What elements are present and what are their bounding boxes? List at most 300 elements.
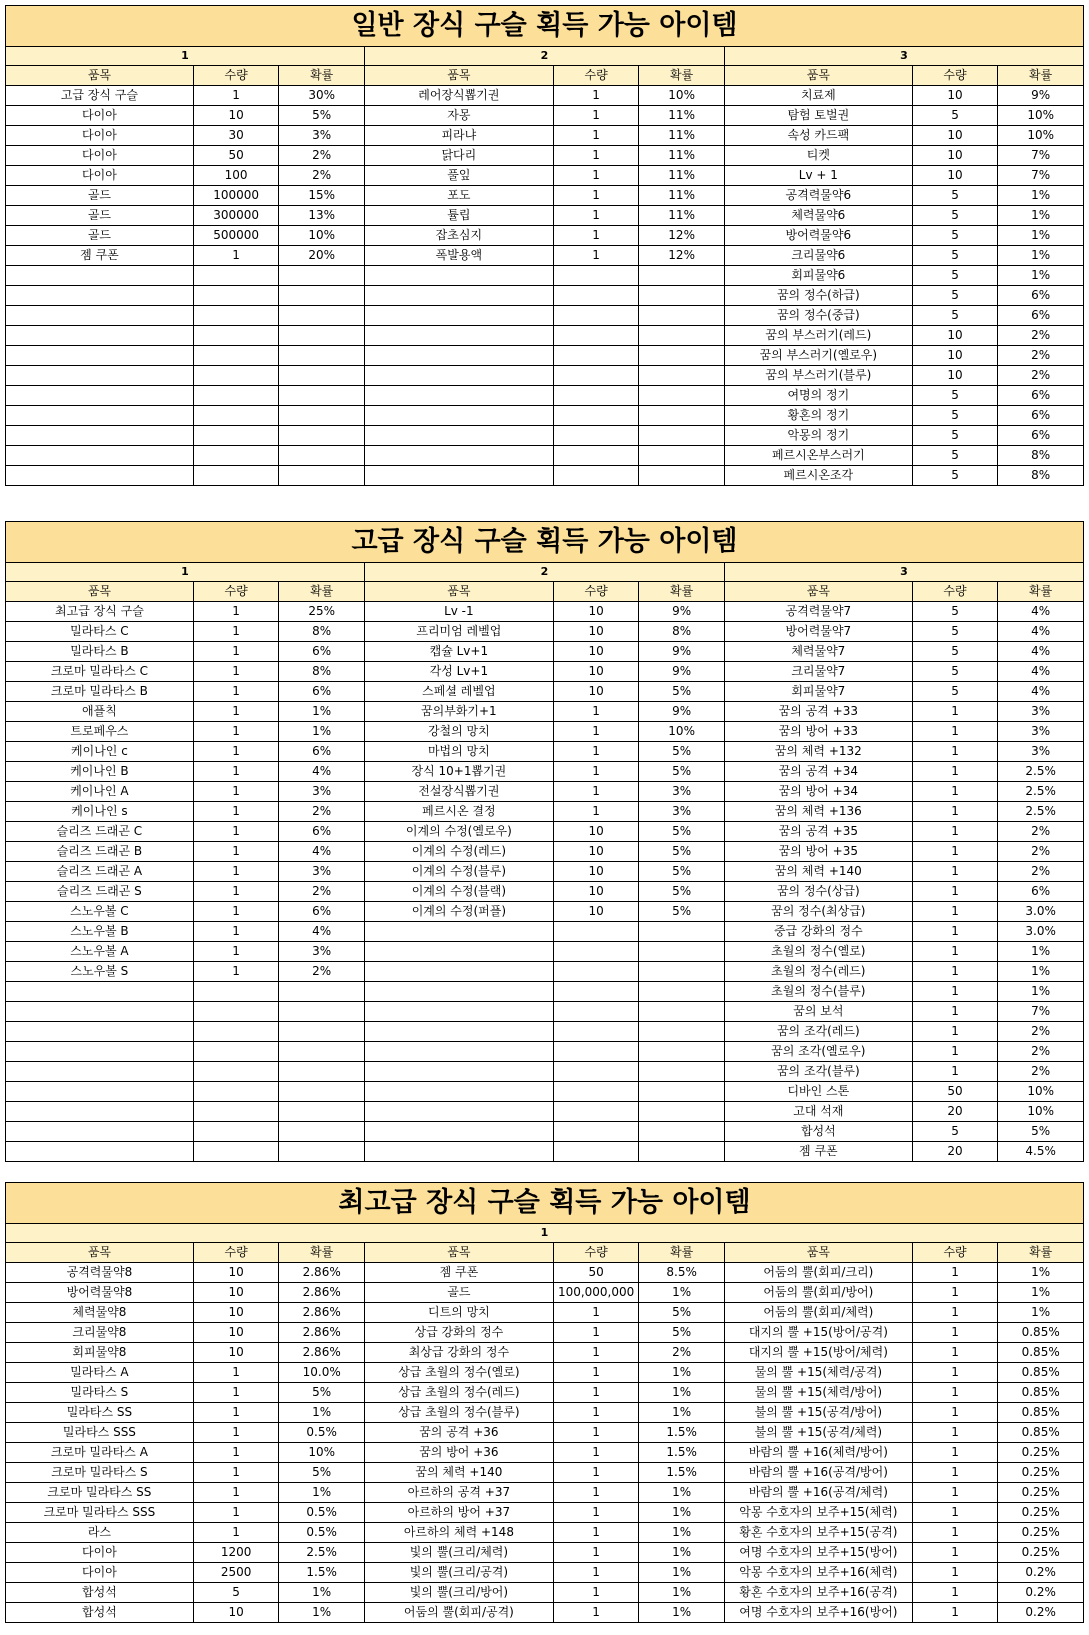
quantity-cell xyxy=(193,1022,279,1042)
quantity-cell: 1 xyxy=(912,742,998,762)
probability-cell: 2.5% xyxy=(998,782,1084,802)
probability-cell: 6% xyxy=(998,406,1084,426)
probability-cell: 3.0% xyxy=(998,922,1084,942)
table-row xyxy=(6,1523,1084,1543)
item-cell: 여명 수호자의 보주+15(방어) xyxy=(724,1543,912,1563)
probability-cell xyxy=(639,922,725,942)
quantity-cell xyxy=(193,426,279,446)
item-cell xyxy=(364,1022,553,1042)
item-cell: 이계의 수정(옐로우) xyxy=(364,822,553,842)
item-cell: 밀라타스 A xyxy=(6,1363,194,1383)
item-cell: 중급 강화의 정수 xyxy=(724,922,912,942)
item-cell: 아르하의 공격 +37 xyxy=(364,1483,553,1503)
quantity-cell: 1 xyxy=(912,1323,998,1343)
group-number: 3 xyxy=(724,47,1083,66)
probability-cell: 1.5% xyxy=(639,1443,725,1463)
probability-cell: 8% xyxy=(639,622,725,642)
table-row xyxy=(6,942,1084,962)
probability-cell: 11% xyxy=(639,186,725,206)
quantity-cell: 1200 xyxy=(193,1543,279,1563)
probability-cell xyxy=(279,266,365,286)
probability-cell: 4% xyxy=(279,762,365,782)
probability-cell: 3% xyxy=(998,722,1084,742)
quantity-cell: 1 xyxy=(912,842,998,862)
item-cell: 꿈의 부스러기(블루) xyxy=(724,366,912,386)
quantity-header: 수량 xyxy=(553,582,639,602)
table-row xyxy=(6,1563,1084,1583)
item-cell xyxy=(364,426,553,446)
quantity-cell: 1 xyxy=(912,1583,998,1603)
item-cell: 골드 xyxy=(6,186,194,206)
quantity-cell: 300000 xyxy=(193,206,279,226)
quantity-cell: 1 xyxy=(553,1343,639,1363)
probability-cell: 12% xyxy=(639,226,725,246)
probability-cell xyxy=(279,366,365,386)
probability-cell xyxy=(279,1002,365,1022)
probability-cell xyxy=(639,1022,725,1042)
item-cell: 악몽 수호자의 보주+16(체력) xyxy=(724,1563,912,1583)
quantity-cell: 1 xyxy=(193,1383,279,1403)
quantity-header: 수량 xyxy=(912,1243,998,1263)
quantity-cell: 10 xyxy=(553,882,639,902)
table-row xyxy=(6,822,1084,842)
item-cell: 바람의 뿔 +16(체력/방어) xyxy=(724,1443,912,1463)
item-cell: 꿈의 정수(최상급) xyxy=(724,902,912,922)
item-cell xyxy=(6,1082,194,1102)
quantity-cell: 1 xyxy=(193,722,279,742)
quantity-cell: 1 xyxy=(553,1523,639,1543)
quantity-cell: 1 xyxy=(912,1483,998,1503)
item-cell: 꿈의 부스러기(레드) xyxy=(724,326,912,346)
probability-cell: 5% xyxy=(639,682,725,702)
quantity-cell: 1 xyxy=(553,1563,639,1583)
quantity-cell: 1 xyxy=(553,742,639,762)
item-cell: 잡초심지 xyxy=(364,226,553,246)
quantity-cell: 1 xyxy=(912,922,998,942)
table-row xyxy=(6,406,1084,426)
probability-cell: 10% xyxy=(639,86,725,106)
quantity-cell: 10 xyxy=(193,1603,279,1623)
probability-header: 확률 xyxy=(998,66,1084,86)
probability-cell: 1% xyxy=(998,942,1084,962)
item-header: 품목 xyxy=(6,1243,194,1263)
probability-cell: 0.85% xyxy=(998,1343,1084,1363)
table-row xyxy=(6,1263,1084,1283)
table-row xyxy=(6,622,1084,642)
probability-cell: 1.5% xyxy=(279,1563,365,1583)
item-cell: 체력물약8 xyxy=(6,1303,194,1323)
quantity-cell: 2500 xyxy=(193,1563,279,1583)
item-cell: 합성석 xyxy=(6,1603,194,1623)
item-cell: 초월의 정수(블루) xyxy=(724,982,912,1002)
item-cell: 회피물약7 xyxy=(724,682,912,702)
quantity-cell: 1 xyxy=(193,662,279,682)
probability-cell: 2% xyxy=(279,802,365,822)
probability-cell: 2% xyxy=(998,842,1084,862)
probability-cell: 6% xyxy=(279,642,365,662)
probability-cell: 9% xyxy=(639,602,725,622)
probability-cell: 0.25% xyxy=(998,1443,1084,1463)
item-cell: 다이아 xyxy=(6,126,194,146)
item-header: 품목 xyxy=(364,582,553,602)
quantity-cell xyxy=(553,406,639,426)
quantity-cell xyxy=(193,266,279,286)
item-cell: 대지의 뿔 +15(방어/공격) xyxy=(724,1323,912,1343)
table-row xyxy=(6,922,1084,942)
item-cell xyxy=(6,346,194,366)
item-cell: 아르하의 방어 +37 xyxy=(364,1503,553,1523)
quantity-cell xyxy=(193,286,279,306)
item-cell xyxy=(364,406,553,426)
quantity-cell xyxy=(553,446,639,466)
probability-cell: 10% xyxy=(279,1443,365,1463)
item-cell: 전설장식뽑기권 xyxy=(364,782,553,802)
quantity-cell: 1 xyxy=(912,1603,998,1623)
item-cell xyxy=(6,426,194,446)
table-row xyxy=(6,782,1084,802)
quantity-cell: 1 xyxy=(912,1343,998,1363)
item-cell: 꿈의 조각(옐로우) xyxy=(724,1042,912,1062)
probability-cell: 6% xyxy=(998,286,1084,306)
probability-cell: 1% xyxy=(639,1483,725,1503)
probability-cell: 2% xyxy=(998,366,1084,386)
probability-cell: 1% xyxy=(639,1503,725,1523)
quantity-cell: 1 xyxy=(912,962,998,982)
table-row xyxy=(6,466,1084,486)
item-cell: 여명 수호자의 보주+16(방어) xyxy=(724,1603,912,1623)
quantity-cell xyxy=(553,306,639,326)
table-row xyxy=(6,1323,1084,1343)
probability-cell: 1% xyxy=(998,1303,1084,1323)
item-cell: 젬 쿠폰 xyxy=(364,1263,553,1283)
quantity-cell: 1 xyxy=(193,842,279,862)
item-cell xyxy=(6,406,194,426)
quantity-cell: 5 xyxy=(912,406,998,426)
table-row xyxy=(6,1443,1084,1463)
table-row xyxy=(6,326,1084,346)
item-cell: 꿈의 공격 +35 xyxy=(724,822,912,842)
quantity-cell: 1 xyxy=(553,1363,639,1383)
item-cell: 라스 xyxy=(6,1523,194,1543)
probability-cell: 0.25% xyxy=(998,1543,1084,1563)
item-cell: 빛의 뿔(크리/공격) xyxy=(364,1563,553,1583)
probability-cell: 2% xyxy=(279,882,365,902)
table-row xyxy=(6,206,1084,226)
advanced-orb-table-body xyxy=(6,522,1084,1162)
quantity-cell: 10 xyxy=(553,862,639,882)
item-header: 품목 xyxy=(724,1243,912,1263)
quantity-cell: 1 xyxy=(553,226,639,246)
quantity-cell: 1 xyxy=(193,762,279,782)
quantity-cell: 1 xyxy=(553,1403,639,1423)
quantity-cell xyxy=(193,1002,279,1022)
table-row xyxy=(6,86,1084,106)
probability-cell: 3.0% xyxy=(998,902,1084,922)
quantity-cell: 1 xyxy=(193,1403,279,1423)
probability-cell xyxy=(639,982,725,1002)
probability-cell: 4% xyxy=(998,662,1084,682)
probability-cell: 4% xyxy=(279,842,365,862)
probability-cell: 2% xyxy=(279,962,365,982)
item-header: 품목 xyxy=(6,66,194,86)
item-cell: 어둠의 뿔(회피/체력) xyxy=(724,1303,912,1323)
quantity-cell: 5 xyxy=(912,1122,998,1142)
item-cell: 꿈의 정수(중급) xyxy=(724,306,912,326)
probability-cell: 25% xyxy=(279,602,365,622)
item-cell: Lv + 1 xyxy=(724,166,912,186)
probability-cell xyxy=(639,306,725,326)
item-cell: 이계의 수정(레드) xyxy=(364,842,553,862)
quantity-cell xyxy=(193,1122,279,1142)
quantity-cell: 20 xyxy=(912,1142,998,1162)
probability-cell: 2% xyxy=(998,822,1084,842)
quantity-cell: 10 xyxy=(193,1323,279,1343)
item-cell: 상급 초월의 정수(옐로) xyxy=(364,1363,553,1383)
quantity-cell: 10 xyxy=(553,682,639,702)
item-cell: 스페셜 레벨업 xyxy=(364,682,553,702)
quantity-cell: 1 xyxy=(553,1303,639,1323)
probability-cell xyxy=(639,266,725,286)
quantity-cell: 1 xyxy=(193,822,279,842)
quantity-cell: 10 xyxy=(912,146,998,166)
quantity-cell: 1 xyxy=(193,1363,279,1383)
item-cell: 케이나인 c xyxy=(6,742,194,762)
table-row xyxy=(6,1463,1084,1483)
probability-cell: 1% xyxy=(998,962,1084,982)
item-cell: 꿈의 방어 +35 xyxy=(724,842,912,862)
item-cell: 상급 초월의 정수(레드) xyxy=(364,1383,553,1403)
probability-header: 확률 xyxy=(998,1243,1084,1263)
probability-cell: 5% xyxy=(998,1122,1084,1142)
quantity-cell: 10 xyxy=(193,1343,279,1363)
item-cell: 회피물약6 xyxy=(724,266,912,286)
table-row xyxy=(6,1022,1084,1042)
quantity-cell: 1 xyxy=(193,1483,279,1503)
item-cell: 공격력물약7 xyxy=(724,602,912,622)
probability-cell: 1% xyxy=(998,1283,1084,1303)
item-cell: 꿈의 공격 +36 xyxy=(364,1423,553,1443)
probability-cell: 6% xyxy=(998,386,1084,406)
probability-cell xyxy=(639,1142,725,1162)
quantity-cell: 1 xyxy=(193,642,279,662)
quantity-cell xyxy=(553,1082,639,1102)
probability-cell: 5% xyxy=(639,742,725,762)
probability-cell xyxy=(279,982,365,1002)
quantity-cell xyxy=(553,1002,639,1022)
group-number: 1 xyxy=(6,1224,1084,1243)
premium-orb-table xyxy=(5,1182,1084,1623)
item-cell: 젬 쿠폰 xyxy=(6,246,194,266)
quantity-header: 수량 xyxy=(912,66,998,86)
probability-cell: 9% xyxy=(639,662,725,682)
item-cell: 크로마 밀라타스 S xyxy=(6,1463,194,1483)
quantity-cell: 1 xyxy=(193,902,279,922)
section-title: 일반 장식 구슬 획득 가능 아이템 xyxy=(6,6,1084,47)
item-cell: 크로마 밀라타스 SS xyxy=(6,1483,194,1503)
item-cell: 꿈의부화기+1 xyxy=(364,702,553,722)
quantity-cell: 10 xyxy=(912,326,998,346)
quantity-cell: 1 xyxy=(193,742,279,762)
item-cell: 크로마 밀라타스 SSS xyxy=(6,1503,194,1523)
quantity-cell: 20 xyxy=(912,1102,998,1122)
probability-cell: 0.2% xyxy=(998,1583,1084,1603)
quantity-cell xyxy=(553,286,639,306)
probability-cell: 1% xyxy=(639,1563,725,1583)
quantity-cell: 1 xyxy=(193,622,279,642)
table-row xyxy=(6,682,1084,702)
table-row xyxy=(6,266,1084,286)
quantity-cell: 1 xyxy=(193,1423,279,1443)
probability-cell: 1% xyxy=(998,206,1084,226)
probability-cell: 6% xyxy=(279,902,365,922)
probability-cell: 0.25% xyxy=(998,1523,1084,1543)
quantity-cell xyxy=(553,326,639,346)
probability-cell: 4% xyxy=(998,642,1084,662)
item-cell xyxy=(364,962,553,982)
table-row xyxy=(6,642,1084,662)
probability-cell: 15% xyxy=(279,186,365,206)
table-row xyxy=(6,446,1084,466)
quantity-cell: 30 xyxy=(193,126,279,146)
item-cell xyxy=(364,1062,553,1082)
quantity-cell: 1 xyxy=(912,782,998,802)
item-cell: 합성석 xyxy=(6,1583,194,1603)
item-cell: 디트의 망치 xyxy=(364,1303,553,1323)
probability-cell: 2% xyxy=(998,862,1084,882)
quantity-cell: 10 xyxy=(553,902,639,922)
item-cell: 크리물약6 xyxy=(724,246,912,266)
quantity-cell xyxy=(193,1062,279,1082)
quantity-cell: 1 xyxy=(553,1323,639,1343)
table-row xyxy=(6,1062,1084,1082)
probability-cell: 10% xyxy=(998,106,1084,126)
probability-cell xyxy=(639,1062,725,1082)
probability-cell: 3% xyxy=(279,126,365,146)
quantity-cell xyxy=(553,426,639,446)
item-cell xyxy=(6,306,194,326)
item-cell: 애플칙 xyxy=(6,702,194,722)
probability-cell xyxy=(639,942,725,962)
quantity-cell: 5 xyxy=(912,622,998,642)
probability-cell: 8% xyxy=(279,662,365,682)
table-row xyxy=(6,1503,1084,1523)
probability-cell: 7% xyxy=(998,1002,1084,1022)
section-title: 고급 장식 구슬 획득 가능 아이템 xyxy=(6,522,1084,563)
item-cell: 꿈의 체력 +132 xyxy=(724,742,912,762)
probability-cell: 1% xyxy=(639,1603,725,1623)
table-row xyxy=(6,722,1084,742)
table-row xyxy=(6,602,1084,622)
quantity-cell: 5 xyxy=(912,386,998,406)
probability-cell: 5% xyxy=(639,1323,725,1343)
group-number: 2 xyxy=(364,563,724,582)
quantity-cell xyxy=(193,1142,279,1162)
probability-cell xyxy=(279,406,365,426)
probability-cell: 2.86% xyxy=(279,1323,365,1343)
normal-orb-table xyxy=(5,5,1084,486)
quantity-cell xyxy=(193,346,279,366)
probability-cell: 6% xyxy=(998,306,1084,326)
quantity-cell: 500000 xyxy=(193,226,279,246)
probability-cell xyxy=(639,1082,725,1102)
probability-cell: 2.86% xyxy=(279,1283,365,1303)
item-cell: 고급 장식 구슬 xyxy=(6,86,194,106)
quantity-cell: 1 xyxy=(553,1383,639,1403)
quantity-cell xyxy=(193,982,279,1002)
section-title: 최고급 장식 구슬 획득 가능 아이템 xyxy=(6,1183,1084,1224)
probability-cell: 3% xyxy=(279,782,365,802)
probability-cell: 6% xyxy=(998,426,1084,446)
item-cell: 강철의 망치 xyxy=(364,722,553,742)
quantity-cell: 100,000,000 xyxy=(553,1283,639,1303)
quantity-cell: 10 xyxy=(553,622,639,642)
table-row xyxy=(6,166,1084,186)
quantity-header: 수량 xyxy=(553,66,639,86)
quantity-cell: 1 xyxy=(193,1523,279,1543)
item-cell: 케이나인 B xyxy=(6,762,194,782)
probability-cell: 1% xyxy=(998,246,1084,266)
probability-cell: 0.85% xyxy=(998,1403,1084,1423)
quantity-cell: 5 xyxy=(912,106,998,126)
item-cell: 스노우볼 B xyxy=(6,922,194,942)
quantity-cell: 1 xyxy=(553,106,639,126)
probability-cell xyxy=(279,1122,365,1142)
probability-cell: 3% xyxy=(998,742,1084,762)
item-cell: 트로페우스 xyxy=(6,722,194,742)
group-row xyxy=(6,1224,1084,1243)
probability-cell xyxy=(279,286,365,306)
probability-cell: 6% xyxy=(279,822,365,842)
item-cell: 크로마 밀라타스 B xyxy=(6,682,194,702)
quantity-cell: 10 xyxy=(193,106,279,126)
item-cell: 바람의 뿔 +16(공격/체력) xyxy=(724,1483,912,1503)
item-cell: 티켓 xyxy=(724,146,912,166)
probability-cell: 3% xyxy=(998,702,1084,722)
table-row xyxy=(6,1082,1084,1102)
quantity-cell: 5 xyxy=(912,426,998,446)
probability-cell xyxy=(279,1022,365,1042)
table-row xyxy=(6,882,1084,902)
quantity-cell xyxy=(193,326,279,346)
quantity-cell: 1 xyxy=(193,602,279,622)
probability-cell: 20% xyxy=(279,246,365,266)
table-row xyxy=(6,1303,1084,1323)
item-cell xyxy=(6,286,194,306)
item-cell: 치료제 xyxy=(724,86,912,106)
table-row xyxy=(6,1102,1084,1122)
quantity-cell: 5 xyxy=(912,306,998,326)
quantity-cell: 50 xyxy=(912,1082,998,1102)
quantity-cell: 1 xyxy=(912,1423,998,1443)
quantity-cell: 1 xyxy=(912,722,998,742)
quantity-cell xyxy=(553,962,639,982)
probability-cell xyxy=(639,406,725,426)
quantity-cell xyxy=(553,266,639,286)
item-cell: 다이아 xyxy=(6,166,194,186)
quantity-cell xyxy=(193,446,279,466)
probability-cell: 13% xyxy=(279,206,365,226)
item-cell xyxy=(364,366,553,386)
quantity-cell: 1 xyxy=(553,1423,639,1443)
probability-cell: 5% xyxy=(639,1303,725,1323)
probability-cell: 2.5% xyxy=(998,762,1084,782)
item-cell: 상급 강화의 정수 xyxy=(364,1323,553,1343)
quantity-cell: 1 xyxy=(912,882,998,902)
quantity-cell: 50 xyxy=(553,1263,639,1283)
probability-cell: 1% xyxy=(639,1283,725,1303)
probability-cell: 2.86% xyxy=(279,1303,365,1323)
probability-cell: 4% xyxy=(998,622,1084,642)
